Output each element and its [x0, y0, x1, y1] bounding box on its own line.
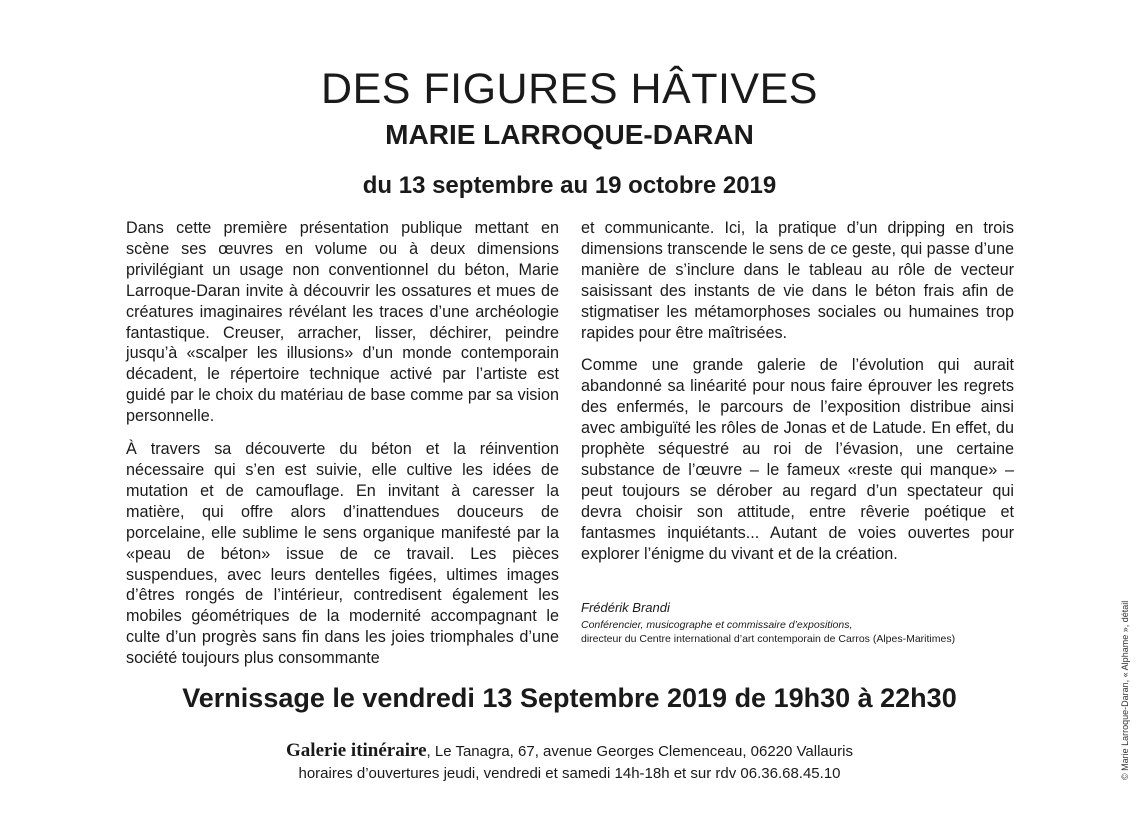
gallery-name: Galerie itinéraire [286, 740, 427, 761]
opening-hours: horaires d’ouvertures jeudi, vendredi et samedi 14h-18h et sur rdv 06.36.68.45.10 [298, 765, 841, 782]
text-column-right [581, 218, 1014, 577]
gallery-address [0, 740, 1139, 763]
author-name: Frédérik Brandi [581, 600, 670, 615]
paragraph: et communicante. Ici, la pratique d’un dripping en trois dimensions transcende le sens de ce geste, qui passe d’une manière de s’inclure dans le tableau au rôle de vecteur saisissant des instants de vie dans le béton frais afin de stigmatiser les métamorphoses sociales ou humaines trop rapides pour être maîtrisées. [581, 219, 1014, 342]
paragraph: Dans cette première présentation publique mettant en scène ses œuvres en volume ou à deux dimensions privilégiant un usage non conventionnel du béton, Marie Larroque-Daran invite à découvrir les ossatures et mues de créatures imaginaires révélant les traces d’une archéologie fantastique. Creuser, arracher, lisser, déchirer, peindre jusqu’à «scalper les illusions» d’un monde contemporain décadent, le répertoire technique activé par l’artiste est guidé par le choix du matériau de base comme par sa vision personnelle. [126, 219, 559, 426]
paragraph: Comme une grande galerie de l’évolution qui aurait abandonné sa linéarité pour nous faire éprouver les regrets des enfermés, le parcours de l’exposition distribue ainsi avec ambiguïté les rôles de Jonas et de Latude. En effet, du prophète séquestré au roi de l’évasion, une certaine substance de l’œuvre – le fameux «reste qui manque» – peut toujours se dérober au regard d’un spectateur qui devra choisir son attitude, entre rêverie poétique et fantasmes inquiétants... Autant de voies ouvertes pour explorer l’énigme du vivant et de la création. [581, 356, 1014, 563]
author-role: Conférencier, musicographe et commissaire d’expositions, [581, 619, 853, 631]
artist-name: MARIE LARROQUE-DARAN [385, 119, 754, 150]
paragraph: À travers sa découverte du béton et la réinvention nécessaire qui s’en est suivie, elle cultive les idées de mutation et de camouflage. En invitant à caresser la matière, qui offre alors d’inattendues douceurs de porcelaine, elle sublime le sens organique manifesté par la «peau de béton» issue de ce travail. Les pièces suspendues, avec leurs dentelles figées, ultimes images d’êtres rongés de l’intérieur, contredisent également les mobiles géométriques de la modernité accompagnant le culte d’un progrès sans fin dans les joies triomphales d’une société toujours plus consommante [126, 440, 559, 668]
exhibition-title: DES FIGURES HÂTIVES [321, 65, 818, 113]
text-column-left [126, 218, 559, 681]
exhibition-dates: du 13 septembre au 19 octobre 2019 [362, 172, 777, 199]
author-affiliation: directeur du Centre international d’art contemporain de Carros (Alpes-Maritimes) [581, 633, 956, 645]
author-signature [581, 600, 1051, 646]
vernissage-announcement: Vernissage le vendredi 13 Septembre 2019 de 19h30 à 22h30 [182, 683, 957, 713]
address-text: , Le Tanagra, 67, avenue Georges Clemenceau, 06220 Vallauris [426, 743, 853, 760]
image-credit: © Marie Larroque-Daran, « Alphame », détail [1120, 600, 1130, 780]
